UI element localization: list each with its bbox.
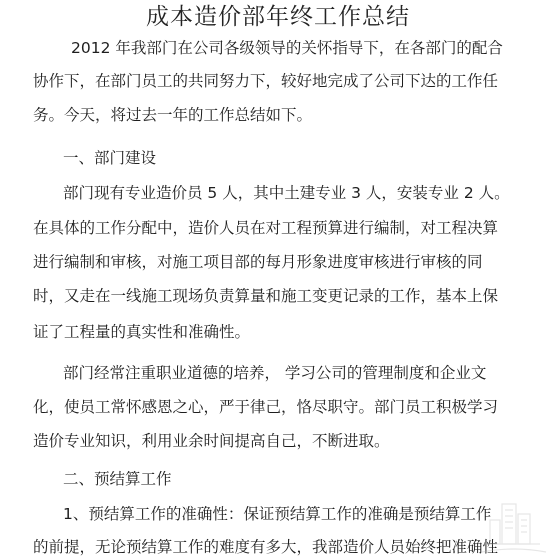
- paragraph-line: 时，又走在一线施工现场负责算量和施工变更记录的工作，基本上保: [33, 287, 499, 305]
- paragraph-line: 部门现有专业造价员 5 人，其中土建专业 3 人，安装专业 2 人。: [63, 184, 510, 202]
- section-heading: 一、部门建设: [63, 149, 157, 167]
- paragraph-line: 造价专业知识，利用业余时间提高自己，不断进取。: [33, 432, 390, 450]
- paragraph-line: 在具体的工作分配中，造价人员在对工程预算进行编制，对工程决算: [33, 219, 499, 237]
- paragraph-line: 部门经常注重职业道德的培养， 学习公司的管理制度和企业文: [63, 364, 487, 382]
- paragraph-line: 进行编制和审核，对施工项目部的每月形象进度审核进行审核的同: [33, 253, 483, 271]
- paragraph-line: 协作下，在部门员工的共同努力下，较好地完成了公司下达的工作任: [33, 72, 499, 90]
- paragraph-line: 务。今天，将过去一年的工作总结如下。: [33, 106, 313, 124]
- section-heading: 二、预结算工作: [63, 470, 172, 488]
- building-watermark-icon: [478, 494, 550, 558]
- paragraph-line: 2012 年我部门在公司各级领导的关怀指导下，在各部门的配合: [71, 39, 503, 57]
- document-title: 成本造价部年终工作总结: [146, 4, 410, 30]
- paragraph-line: 证了工程量的真实性和准确性。: [33, 323, 251, 341]
- paragraph-line: 化，使员工常怀感恩之心，严于律己，恪尽职守。部门员工积极学习: [33, 398, 499, 416]
- paragraph-line: 的前提，无论预结算工作的难度有多大，我部造价人员始终把准确性: [33, 538, 499, 556]
- paragraph-line: 1、预结算工作的准确性：保证预结算工作的准确是预结算工作: [63, 505, 492, 523]
